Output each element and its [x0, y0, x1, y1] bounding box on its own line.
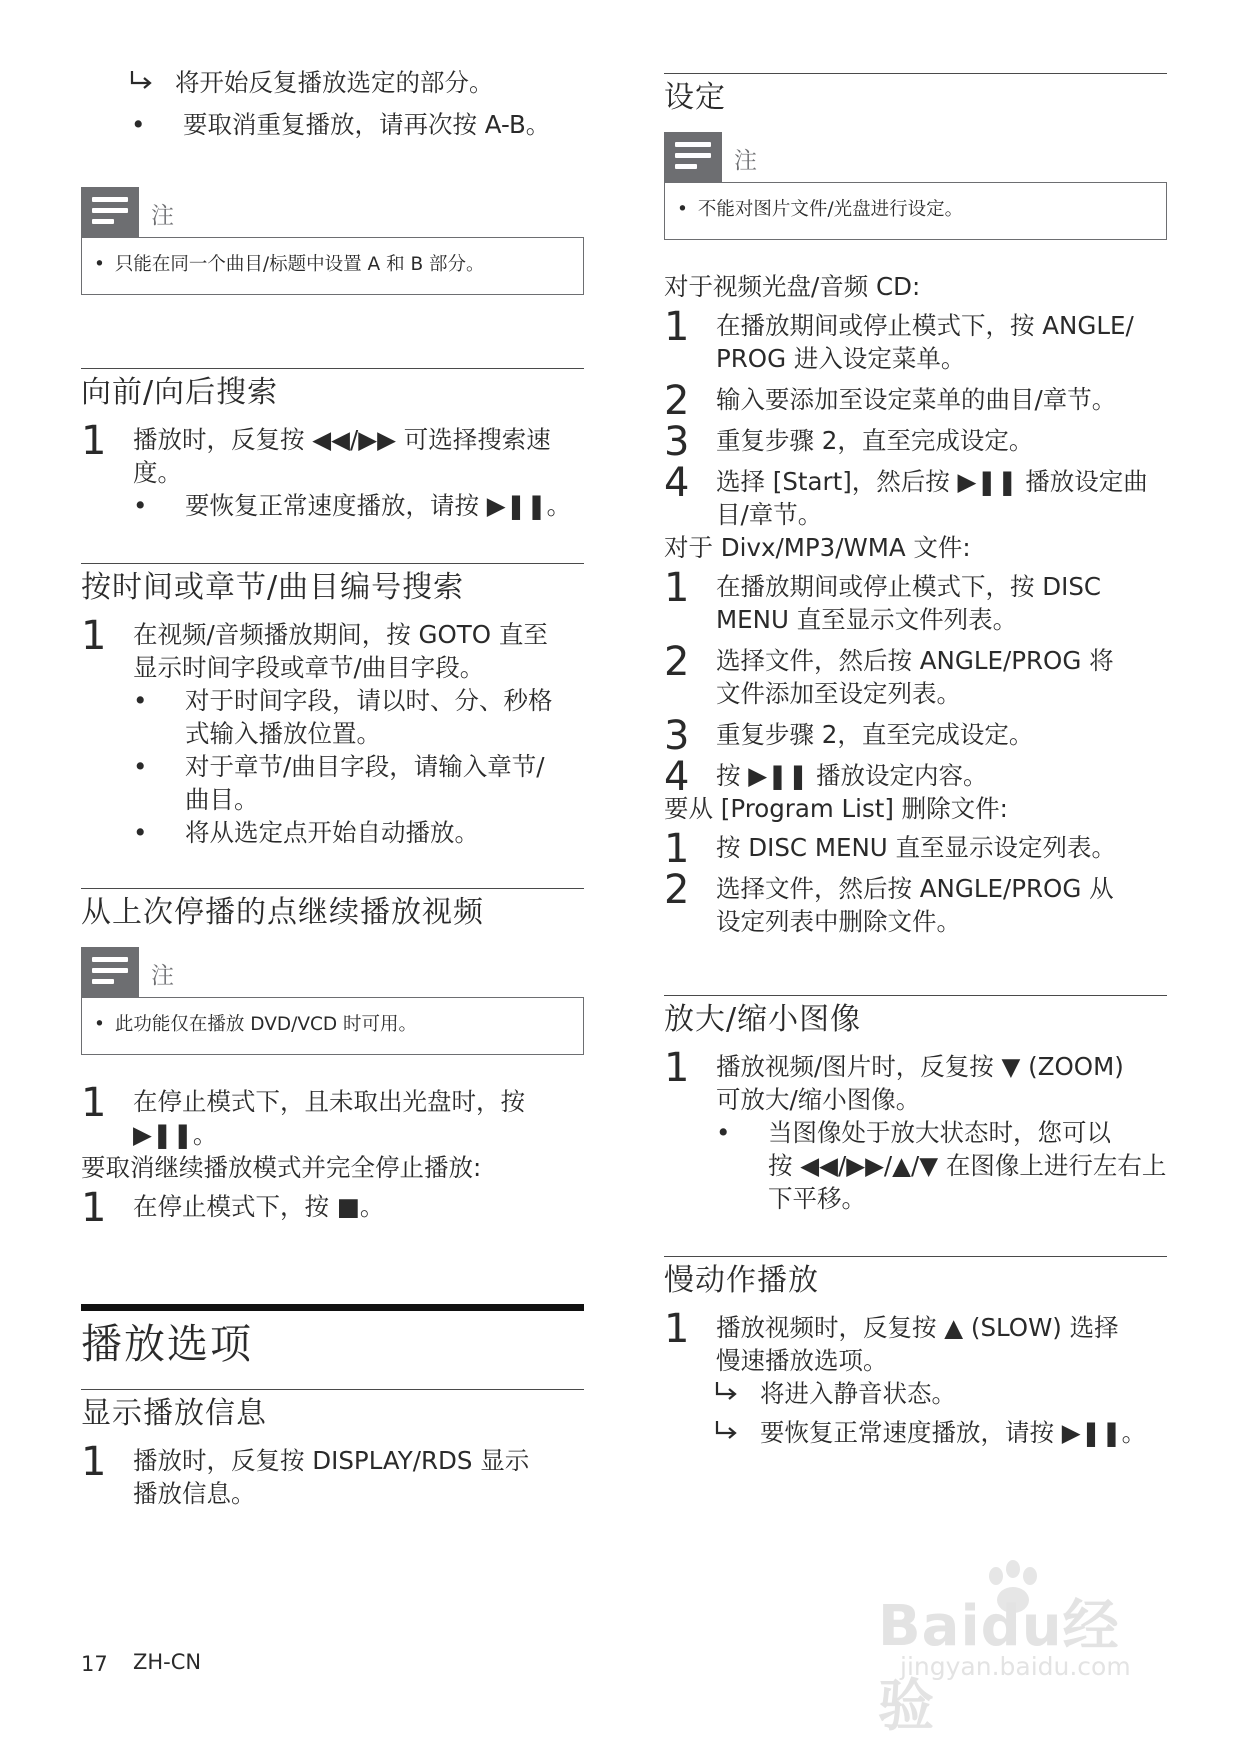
zoom-step-1: 1 播放视频/图片时，反复按 ▼ (ZOOM) 可放大/缩小图像。	[664, 1045, 1124, 1114]
program-video-step-2: 2 输入要添加至设定菜单的曲目/章节。	[664, 378, 1117, 424]
result-arrow-icon	[714, 1380, 740, 1402]
watermark-brand: Baidu经验	[878, 1594, 1120, 1739]
chapter-play-options	[81, 1304, 584, 1371]
program-delete-step-1: 1 按 DISC MENU 直至显示设定列表。	[664, 826, 1116, 872]
program-divx-step-4: 4 按 ▶❚❚ 播放设定内容。	[664, 754, 988, 800]
note-text: • 只能在同一个曲目/标题中设置 A 和 B 部分。	[94, 254, 485, 275]
baidu-watermark	[870, 1560, 1170, 1739]
resume-cancel-step-1: 1 在停止模式下，按 ■。	[81, 1185, 385, 1231]
result-line	[129, 66, 584, 99]
note-program	[664, 132, 1167, 240]
note-header	[81, 187, 584, 237]
program-video-step-4: 4 选择 [Start]，然后按 ▶❚❚ 播放设定曲 目/章节。	[664, 460, 1148, 529]
video-disc-heading: 对于视频光盘/音频 CD:	[664, 272, 921, 301]
note-resume	[81, 947, 584, 1055]
section-zoom	[664, 995, 1167, 1215]
bullet-dot-icon: •	[131, 110, 146, 139]
section-display-info	[81, 1389, 584, 1510]
section-goto	[81, 563, 584, 849]
note-icon	[664, 132, 722, 182]
language-code: ZH-CN	[133, 1650, 202, 1674]
program-delete-step-2: 2 选择文件，然后按 ANGLE/PROG 从 设定列表中删除文件。	[664, 867, 1114, 936]
resume-step-1: 1 在停止模式下，且未取出光盘时，按 ▶❚❚。	[81, 1080, 525, 1149]
note-icon	[81, 947, 139, 997]
search-step-1: 1 播放时，反复按 ◀◀/▶▶ 可选择搜索速 度。	[81, 418, 551, 487]
goto-bullet-auto: • 将从选定点开始自动播放。	[133, 818, 479, 847]
slow-step-1: 1 播放视频时，反复按 ▲ (SLOW) 选择 慢速播放选项。	[664, 1306, 1119, 1375]
note-title: 注	[151, 963, 174, 989]
program-divx-step-1: 1 在播放期间或停止模式下，按 DISC MENU 直至显示文件列表。	[664, 565, 1102, 634]
section-title: 显示播放信息	[81, 1396, 267, 1431]
note-text: • 不能对图片文件/光盘进行设定。	[677, 199, 964, 220]
note-header	[81, 947, 584, 997]
divx-heading: 对于 Divx/MP3/WMA 文件:	[664, 533, 971, 562]
watermark-url: jingyan.baidu.com	[900, 1652, 1131, 1681]
slow-result-2: 要恢复正常速度播放，请按 ▶❚❚。	[714, 1416, 1167, 1449]
section-title: 按时间或章节/曲目编号搜索	[81, 570, 465, 605]
program-divx-step-3: 3 重复步骤 2，直至完成设定。	[664, 713, 1034, 759]
section-title: 设定	[664, 80, 726, 115]
section-program	[664, 73, 1167, 938]
program-video-step-3: 3 重复步骤 2，直至完成设定。	[664, 419, 1034, 465]
ab-repeat-continuation	[81, 66, 584, 141]
bullet-dot-icon: •	[133, 752, 148, 781]
program-divx-step-2: 2 选择文件，然后按 ANGLE/PROG 将 文件添加至设定列表。	[664, 639, 1114, 708]
bullet-dot-icon: •	[133, 818, 148, 847]
section-title: 放大/缩小图像	[664, 1002, 862, 1037]
note-title: 注	[734, 148, 757, 174]
section-title: 慢动作播放	[664, 1263, 819, 1298]
result-arrow-icon	[129, 69, 155, 91]
bullet-dot-icon: •	[133, 491, 148, 520]
section-search	[81, 368, 584, 522]
section-title: 从上次停播的点继续播放视频	[81, 895, 484, 930]
note-header	[664, 132, 1167, 182]
chapter-title: 播放选项	[81, 1320, 253, 1368]
search-bullet: • 要恢复正常速度播放，请按 ▶❚❚。	[133, 491, 572, 520]
page-number: 17	[81, 1652, 108, 1676]
result-arrow-icon	[714, 1419, 740, 1441]
note-ab	[81, 187, 584, 295]
section-title: 向前/向后搜索	[81, 375, 279, 410]
goto-step-1: 1 在视频/音频播放期间，按 GOTO 直至 显示时间字段或章节/曲目字段。	[81, 613, 548, 682]
note-box	[81, 237, 584, 295]
goto-bullet-time: • 对于时间字段，请以时、分、秒格 式输入播放位置。	[133, 686, 553, 748]
section-resume	[81, 888, 584, 1231]
note-title: 注	[151, 203, 174, 229]
note-box	[81, 997, 584, 1055]
note-text: • 此功能仅在播放 DVD/VCD 时可用。	[94, 1014, 418, 1035]
slow-result-1: 将进入静音状态。	[714, 1377, 1167, 1410]
bullet-dot-icon: •	[716, 1118, 731, 1147]
program-video-step-1: 1 在播放期间或停止模式下，按 ANGLE/ PROG 进入设定菜单。	[664, 304, 1134, 373]
cancel-resume-heading: 要取消继续播放模式并完全停止播放:	[81, 1153, 482, 1182]
delete-heading: 要从 [Program List] 删除文件:	[664, 794, 1008, 823]
ab-cancel-bullet: • 要取消重复播放，请再次按 A-B。	[131, 110, 551, 139]
bullet-dot-icon: •	[133, 686, 148, 715]
display-step-1: 1 播放时，反复按 DISPLAY/RDS 显示 播放信息。	[81, 1439, 530, 1508]
section-slow	[664, 1256, 1167, 1449]
note-icon	[81, 187, 139, 237]
ab-result-text: 将开始反复播放选定的部分。	[175, 68, 494, 97]
goto-bullet-chapter: • 对于章节/曲目字段，请输入章节/ 曲目。	[133, 752, 545, 814]
zoom-bullet: • 当图像处于放大状态时，您可以 按 ◀◀/▶▶/▲/▼ 在图像上进行左右上 下平移。	[716, 1118, 1167, 1213]
note-box	[664, 182, 1167, 240]
